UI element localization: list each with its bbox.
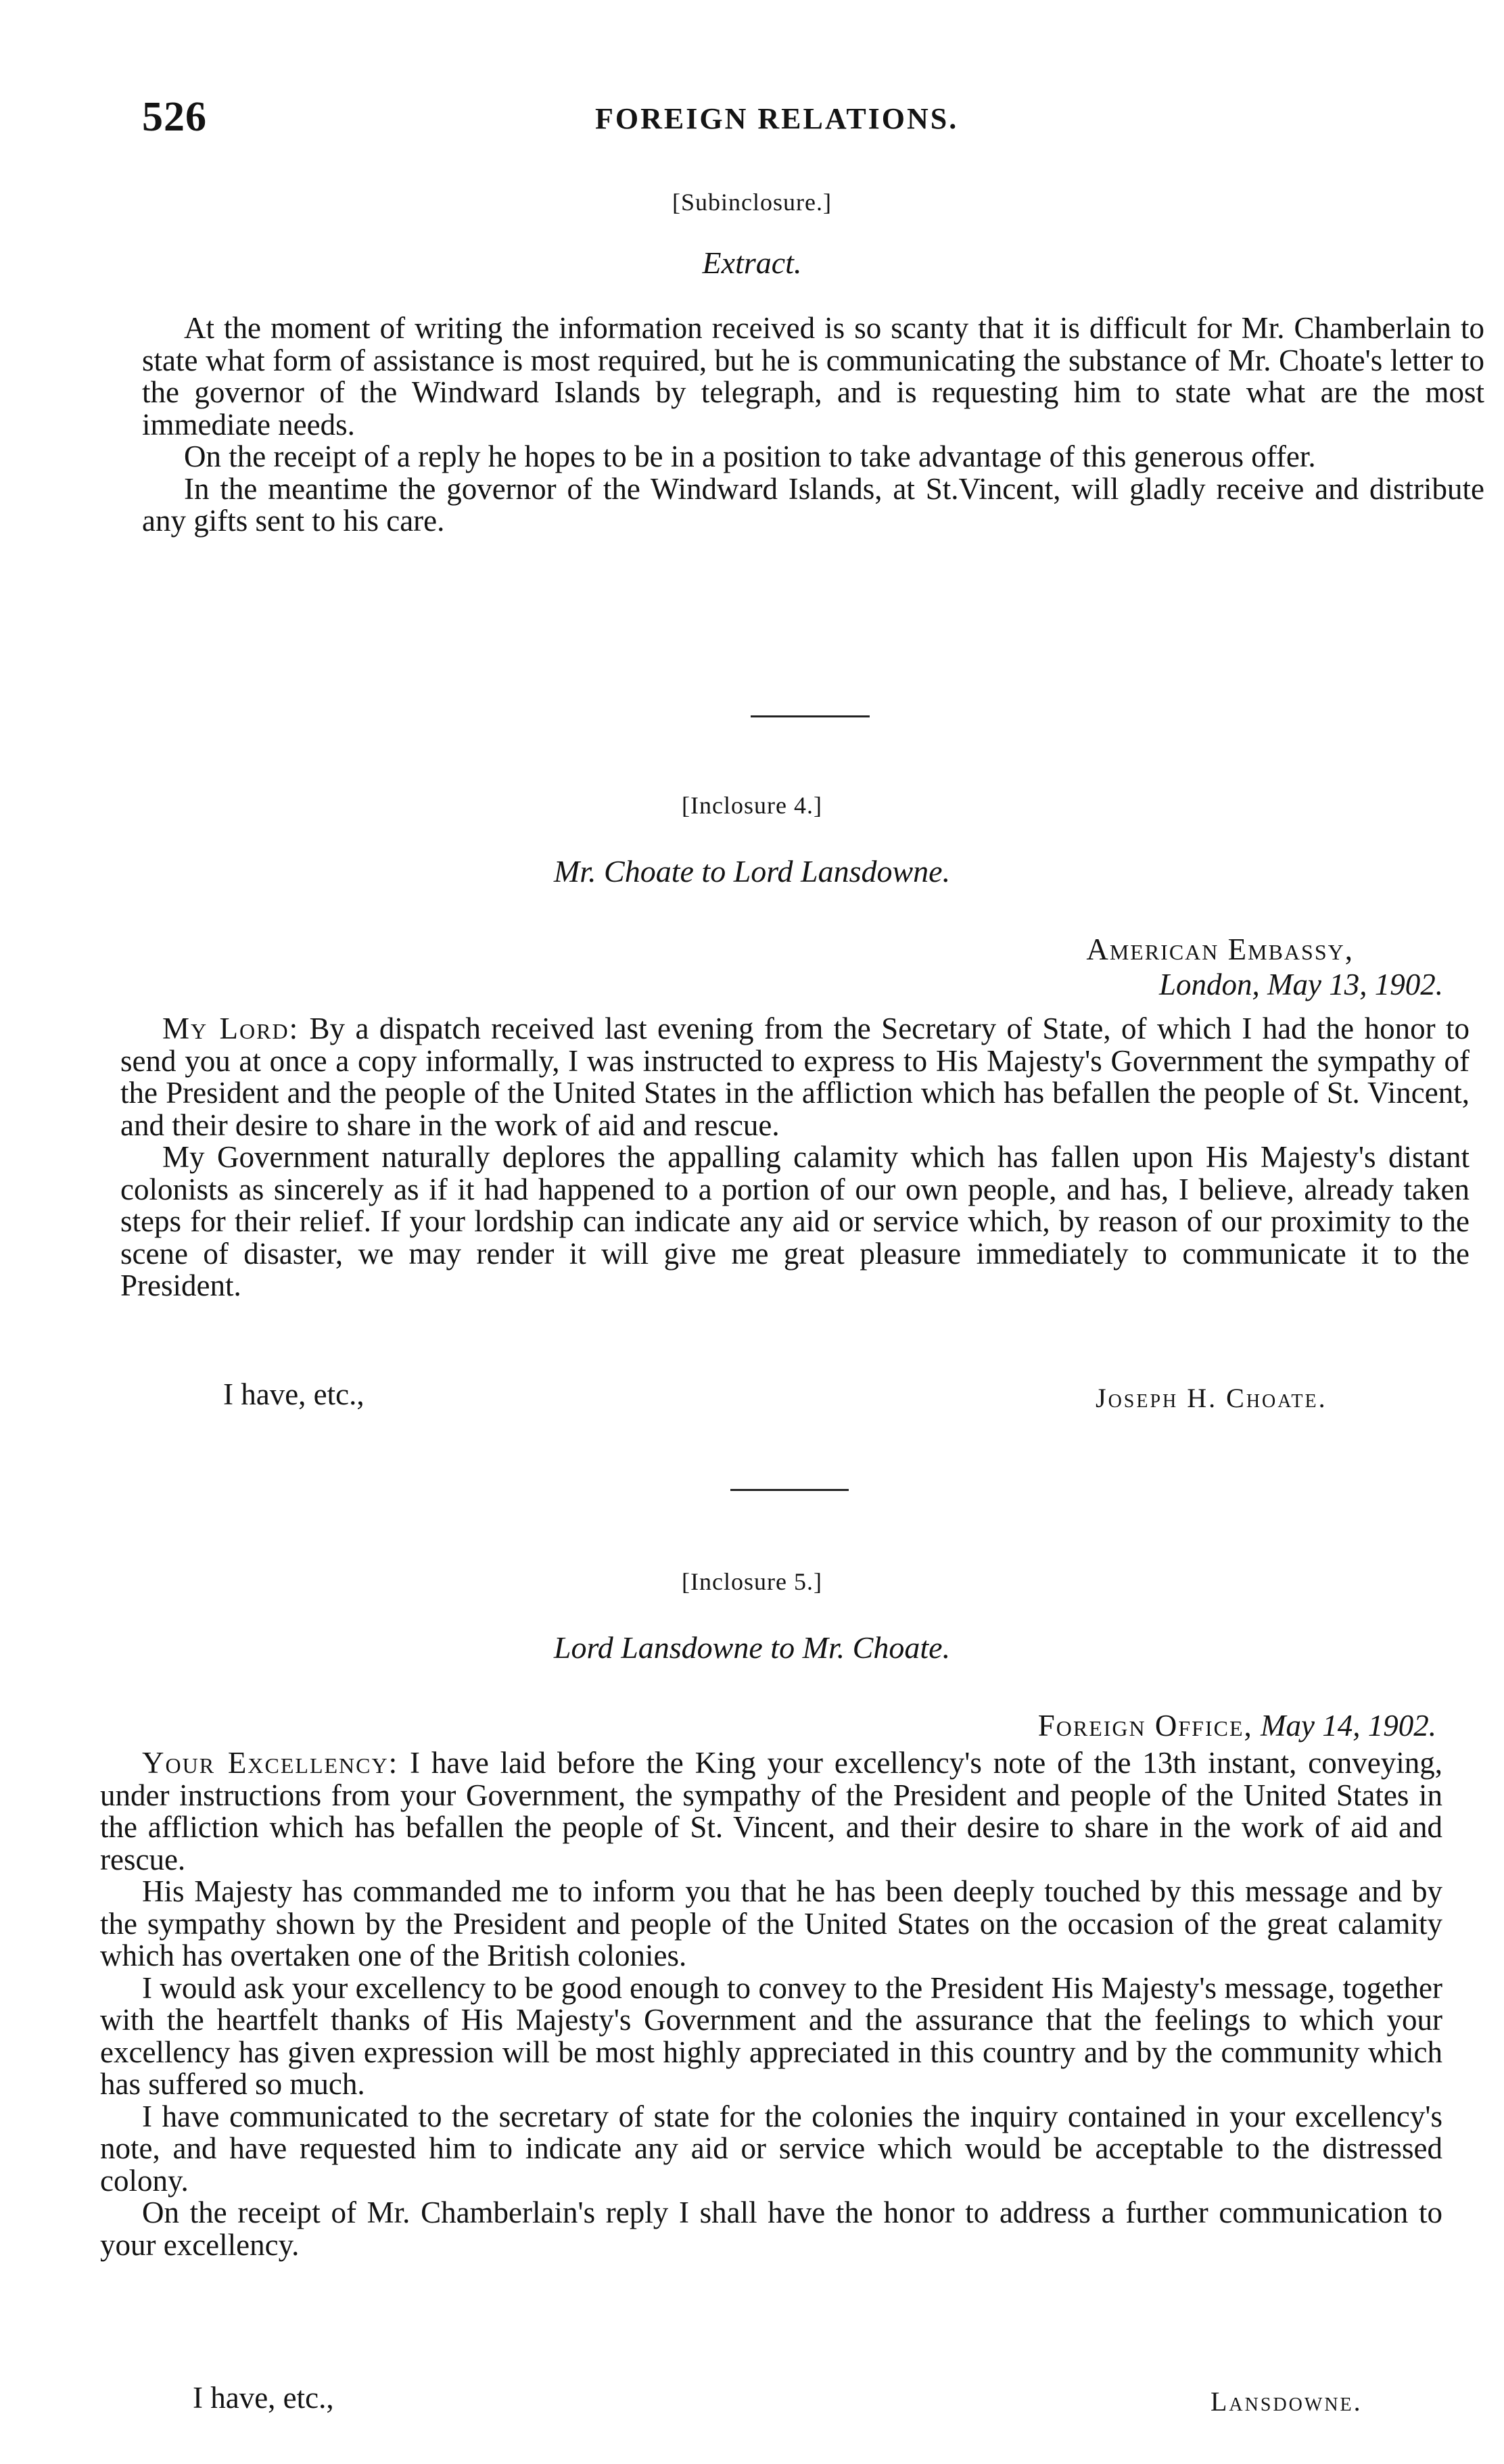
inclosure5-title: Lord Lansdowne to Mr. Choate. (553, 1630, 951, 1665)
inclosure4-salutation: My Lord: (162, 1012, 300, 1045)
inclosure5-signature: Lansdowne. (1211, 2386, 1363, 2417)
inclosure4-closing: I have, etc., (223, 1377, 365, 1411)
inclosure5-place: Foreign Office, (1037, 1709, 1253, 1743)
subinclosure-body (142, 312, 1484, 538)
inclosure4-paragraph-2: My Government naturally deplores the appalling calamity which has fallen upon His Majesty's distant colonists as sincerely as if it had happened to a portion of our own people, and has, I believe, already taken steps for their relief. If your lordship can indicate any aid or service which, by reason of our proximity to the scene of disaster, we may render it will give me great pleasure immediately to communicate it to the President. (120, 1140, 1470, 1302)
inclosure5-paragraph-5: On the receipt of Mr. Chamberlain's reply I shall have the honor to address a further communication to your excellency. (100, 2196, 1442, 2262)
inclosure5-closing: I have, etc., (193, 2381, 334, 2415)
page-number: 526 (142, 94, 207, 140)
inclosure4-dateline: London, May 13, 1902. (1159, 968, 1443, 1001)
inclosure5-paragraph-4: I have communicated to the secretary of state for the colonies the inquiry contained in your excellency's note, and have requested him to indicate any aid or service which would be acceptable to the distressed colony. (100, 2099, 1442, 2198)
inclosure5-salutation: Your Excellency: (142, 1746, 399, 1780)
running-title: FOREIGN RELATIONS. (595, 102, 959, 135)
inclosure4-paragraph-1 (120, 1013, 1470, 1141)
inclosure5-paragraph-1-text: I have laid before the King your excellency's note of the 13th instant, conveying, under instructions from your Government, the sympathy of the President and people of the United States in the affliction which has befallen the people of St. Vincent, and their desire to share in the work of aid and rescue. (100, 1746, 1442, 1876)
inclosure5-dateline (1038, 1708, 1436, 1743)
inclosure5-label: [Inclosure 5.] (682, 1568, 822, 1595)
inclosure4-paragraph-1-text: By a dispatch received last evening from the Secretary of State, of which I had the honor to send you at once a copy informally, I was instructed to express to His Majesty's Government the sympathy of the President and the people of the United States in the affliction which has befallen the people of St. Vincent, and their desire to share in the work of aid and rescue. (120, 1012, 1470, 1142)
inclosure5-paragraph-1 (100, 1747, 1442, 1876)
subinclosure-paragraph-3: In the meantime the governor of the Windward Islands, at St.Vincent, will gladly receive and distribute any gifts sent to his care. (142, 471, 1484, 538)
inclosure4-place: American Embassy, (1086, 932, 1354, 966)
subinclosure-paragraph-1: At the moment of writing the information received is so scanty that it is difficult for Mr. Chamberlain to state what form of assistance is most required, but he is communicating the substance of Mr. Choate's letter to the governor of the Windward Islands by telegraph, and is requesting him to state what are the most immediate needs. (142, 311, 1484, 442)
inclosure5-date: May 14, 1902. (1261, 1709, 1436, 1743)
inclosure4-title: Mr. Choate to Lord Lansdowne. (553, 854, 951, 889)
subinclosure-paragraph-2: On the receipt of a reply he hopes to be in a position to take advantage of this generous offer. (184, 440, 1316, 473)
inclosure4-signature: Joseph H. Choate. (1096, 1383, 1327, 1413)
inclosure5-paragraph-3: I would ask your excellency to be good enough to convey to the President His Majesty's message, together with the heartfelt thanks of His Majesty's Government and the assurance that the feelings to which your excellency has given expression will be most highly appreciated in this country and by the community which has suffered so much. (100, 1970, 1442, 2101)
inclosure5-paragraph-2: His Majesty has commanded me to inform you that he has been deeply touched by this message and by the sympathy shown by the President and people of the United States on the occasion of the great calamity which has overtaken one of the British colonies. (100, 1874, 1442, 1972)
section-divider (730, 1489, 849, 1491)
inclosure4-body (120, 1013, 1470, 1302)
inclosure4-label: [Inclosure 4.] (682, 792, 822, 819)
subinclosure-title: Extract. (702, 245, 802, 280)
section-divider (751, 715, 870, 717)
inclosure5-body (100, 1747, 1442, 2261)
subinclosure-label: [Subinclosure.] (672, 189, 832, 216)
